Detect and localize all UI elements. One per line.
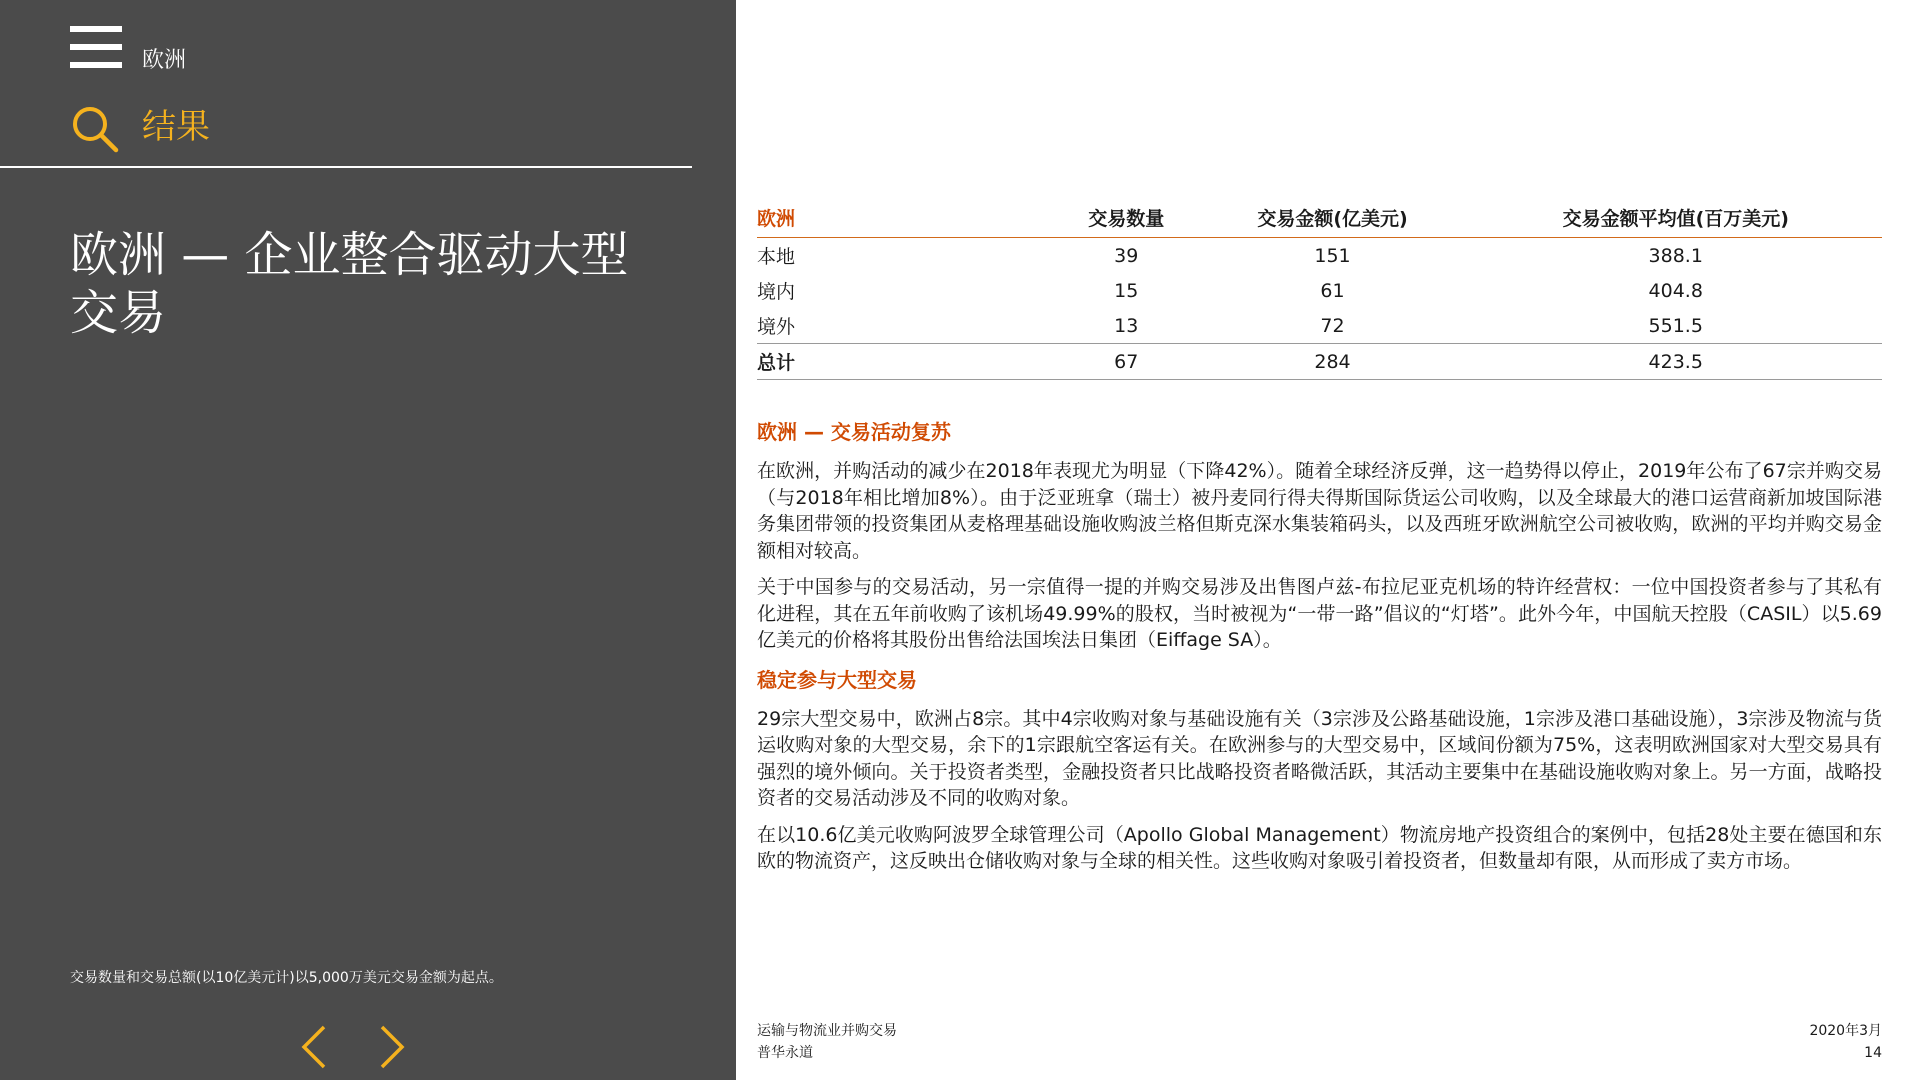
section-heading: 稳定参与大型交易 — [757, 667, 917, 692]
table-cell: 13 — [1114, 314, 1139, 337]
header-divider — [0, 166, 692, 168]
table-cell: 境内 — [757, 281, 796, 303]
search-icon[interactable] — [70, 104, 120, 154]
table-cell: 67 — [1057, 344, 1196, 380]
table-cell: 39 — [1114, 244, 1139, 267]
table-total-row — [757, 344, 1882, 380]
footer-left — [757, 1020, 897, 1064]
left-panel — [0, 0, 736, 1080]
table-row — [757, 273, 1882, 308]
footer-right — [1809, 1020, 1882, 1064]
paragraph: 关于中国参与的交易活动，另一宗值得一提的并购交易涉及出售图卢兹-布拉尼亚克机场的特许经营权：一位中国投资者参与了其私有化进程，其在五年前收购了该机场49.99%的股权，当时被视为“一带一路”倡议的“灯塔”。此外今年，中国航天控股（CASIL）以5.69亿美元的价格将其股份出售给法国埃法日集团（Eiffage SA）。 — [757, 576, 1882, 651]
footer-company: 普华永道 — [757, 1045, 813, 1061]
paragraph: 在以10.6亿美元收购阿波罗全球管理公司（Apollo Global Management）物流房地产投资组合的案例中，包括28处主要在德国和东欧的物流资产，这反映出仓储收购对象与全球的相关性。这些收购对象吸引着投资者，但数量却有限，从而形成了卖方市场。 — [757, 823, 1882, 872]
table-cell: 404.8 — [1648, 279, 1703, 302]
hamburger-menu-icon[interactable] — [70, 26, 122, 70]
table-row — [757, 308, 1882, 344]
table-cell: 15 — [1114, 279, 1139, 302]
table-cell: 388.1 — [1648, 244, 1703, 267]
table-cell: 151 — [1314, 244, 1351, 267]
section-heading: 欧洲 — 交易活动复苏 — [757, 420, 951, 444]
europe-deals-table — [757, 200, 1882, 380]
chevron-right-icon[interactable] — [378, 1024, 406, 1070]
table-cell: 61 — [1320, 279, 1345, 302]
paragraph: 29宗大型交易中，欧洲占8宗。其中4宗收购对象与基础设施有关（3宗涉及公路基础设施，1宗涉及港口基础设施），3宗涉及物流与货运收购对象的大型交易，余下的1宗跟航空客运有关。在欧洲参与的大型交易中，区域间份额为75%，这表明欧洲国家对大型交易具有强烈的境外倾向。关于投资者类型，金融投资者只比战略投资者略微活跃，其活动主要集中在基础设施收购对象上。另一方面，战略投资者的交易活动涉及不同的收购对象。 — [757, 707, 1882, 809]
results-label[interactable]: 结果 — [142, 107, 210, 147]
table-cell: 总计 — [757, 344, 1057, 380]
table-cell: 284 — [1196, 344, 1470, 380]
table-cell: 本地 — [757, 246, 796, 268]
page-title: 欧洲 — 企业整合驱动大型交易 — [70, 227, 629, 341]
footer-date: 2020年3月 — [1809, 1023, 1882, 1039]
footnote: 交易数量和交易总额(以10亿美元计)以5,000万美元交易金额为起点。 — [70, 970, 503, 986]
table-cell: 境外 — [757, 316, 796, 338]
table-header-deal-count: 交易数量 — [1057, 200, 1196, 238]
paragraph: 在欧洲，并购活动的减少在2018年表现尤为明显（下降42%）。随着全球经济反弹，这一趋势得以停止，2019年公布了67宗并购交易（与2018年相比增加8%）。由于泛亚班拿（瑞士）被丹麦同行得夫得斯国际货运公司收购，以及全球最大的港口运营商新加坡国际港务集团带领的投资集团从麦格理基础设施收购波兰格但斯克深水集装箱码头，以及西班牙欧洲航空公司被收购，欧洲的平均并购交易金额相对较高。 — [757, 460, 1882, 562]
page-number: 14 — [1864, 1045, 1882, 1061]
chevron-left-icon[interactable] — [300, 1024, 328, 1070]
table-header-deal-value: 交易金额(亿美元) — [1196, 200, 1470, 238]
footer-report-title: 运输与物流业并购交易 — [757, 1023, 897, 1039]
main-content — [757, 200, 1882, 885]
table-header-row — [757, 200, 1882, 238]
table-header-region: 欧洲 — [757, 200, 1057, 238]
table-cell: 72 — [1320, 314, 1345, 337]
table-header-average-value: 交易金额平均值(百万美元) — [1470, 200, 1883, 238]
table-row — [757, 238, 1882, 274]
table-cell: 551.5 — [1648, 314, 1703, 337]
table-cell: 423.5 — [1470, 344, 1883, 380]
section-label: 欧洲 — [142, 48, 187, 73]
